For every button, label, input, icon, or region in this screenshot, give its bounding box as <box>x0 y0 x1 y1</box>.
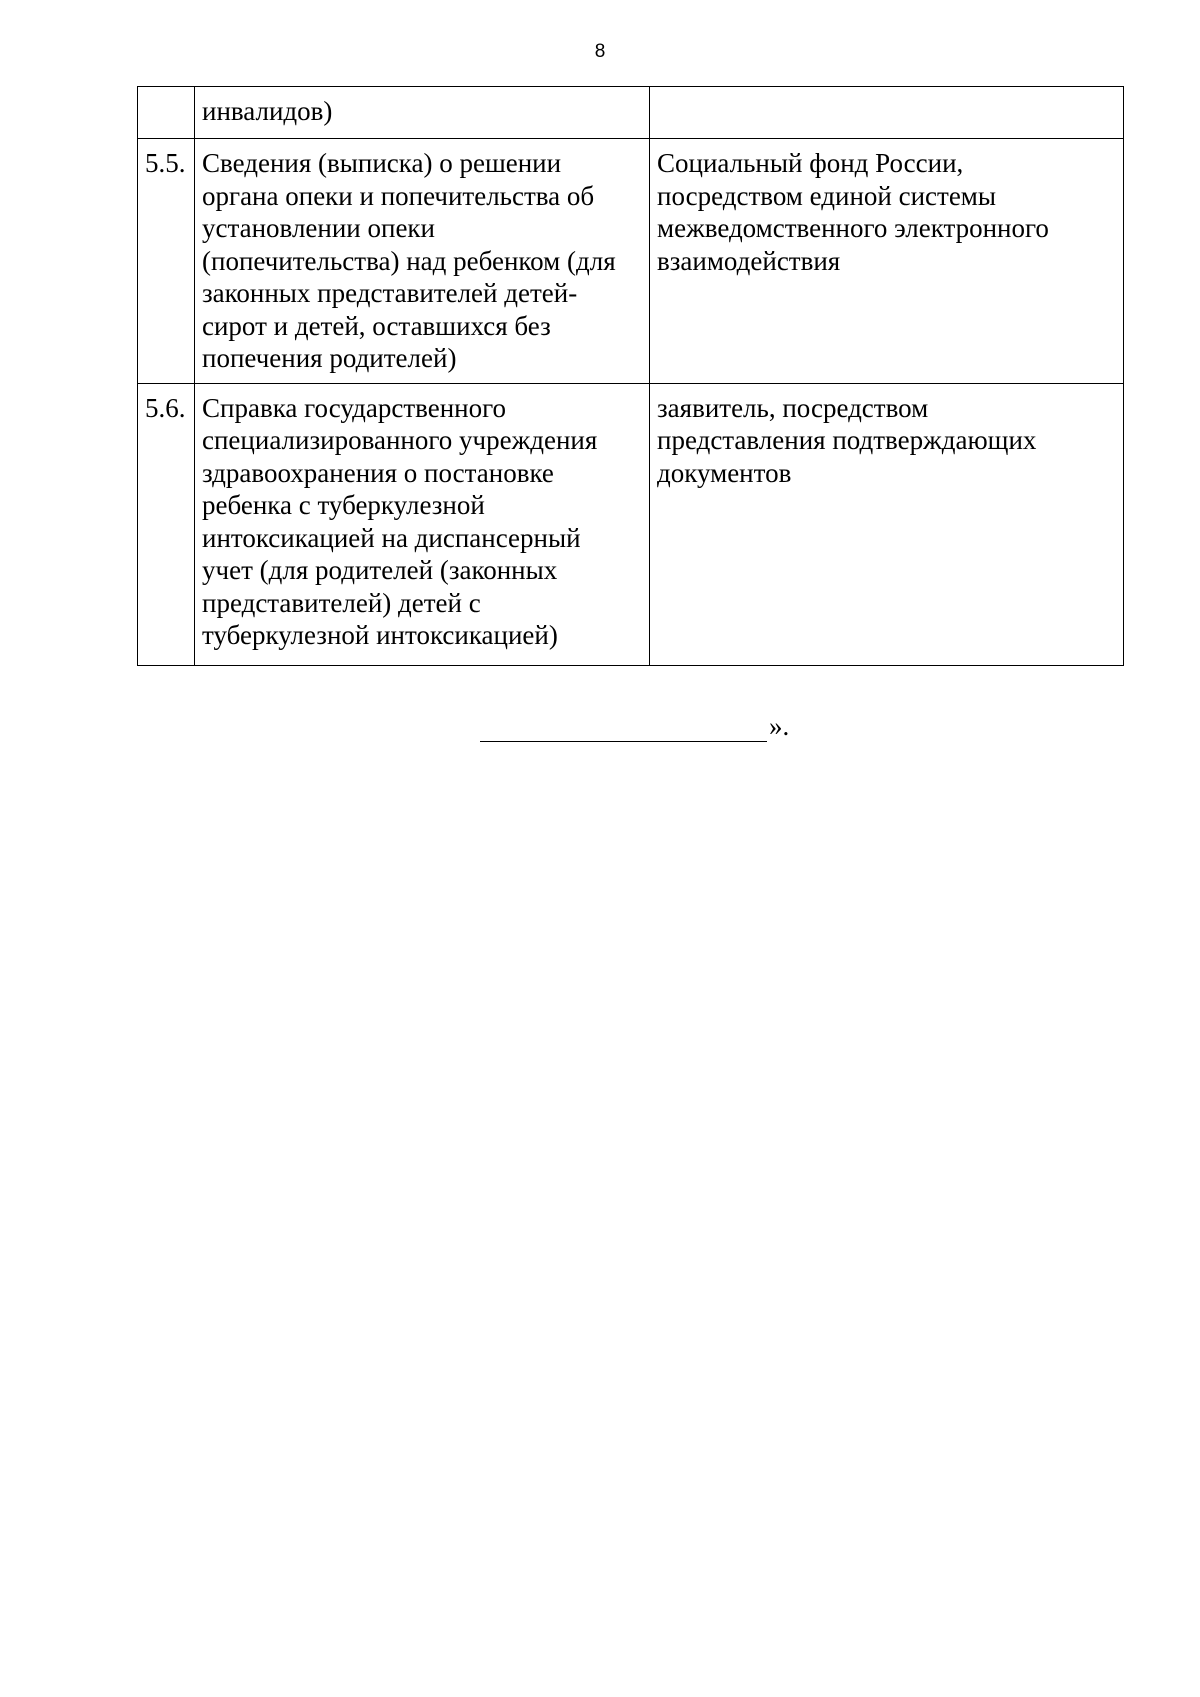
table-row <box>138 87 1124 139</box>
closing-line <box>480 710 789 742</box>
document-text-line: попечения родителей) <box>202 343 457 373</box>
document-text-line: установлении опеки <box>202 213 435 243</box>
closing-underline <box>480 713 767 742</box>
page-number: 8 <box>594 41 606 62</box>
source-cell <box>650 87 1124 139</box>
document-text-line: органа опеки и попечительства об <box>202 180 595 211</box>
row-number-cell: 5.6. <box>138 383 195 665</box>
source-text-line: посредством единой системы <box>657 180 997 211</box>
document-cell <box>195 139 650 384</box>
source-text-line: взаимодействия <box>657 245 841 276</box>
source-text-line: Социальный фонд России, <box>657 148 964 178</box>
document-text-line: законных представителей детей- <box>202 278 578 308</box>
document-text-line: специализированного учреждения <box>202 425 598 455</box>
source-text-line: заявитель, посредством <box>657 392 929 423</box>
document-text-line: учет (для родителей (законных <box>202 555 558 585</box>
document-text-line: инвалидов) <box>202 96 333 126</box>
row-number-cell: 5.5. <box>138 139 195 384</box>
source-cell <box>650 383 1124 665</box>
document-text-line: Сведения (выписка) о решении <box>202 148 562 178</box>
document-text-line: ребенка с туберкулезной <box>202 490 485 520</box>
source-text-line: представления подтверждающих <box>657 425 1037 455</box>
document-text-line: туберкулезной интоксикацией) <box>202 620 558 650</box>
table-row <box>138 139 1124 384</box>
closing-quote-mark: ». <box>769 711 790 741</box>
document-cell <box>195 87 650 139</box>
row-number-cell <box>138 87 195 139</box>
document-text-line: (попечительства) над ребенком (для <box>202 245 616 276</box>
document-text-line: Справка государственного <box>202 392 507 423</box>
source-text-line: межведомственного электронного <box>657 213 1049 243</box>
document-text-line: интоксикацией на диспансерный <box>202 522 581 553</box>
document-text-line: здравоохранения о постановке <box>202 457 554 488</box>
document-text-line: представителей) детей с <box>202 587 481 618</box>
document-text-line: сирот и детей, оставшихся без <box>202 310 551 341</box>
source-cell <box>650 139 1124 384</box>
table-row <box>138 383 1124 665</box>
document-cell <box>195 383 650 665</box>
source-text-line: документов <box>657 457 792 488</box>
documents-table <box>137 86 1124 666</box>
